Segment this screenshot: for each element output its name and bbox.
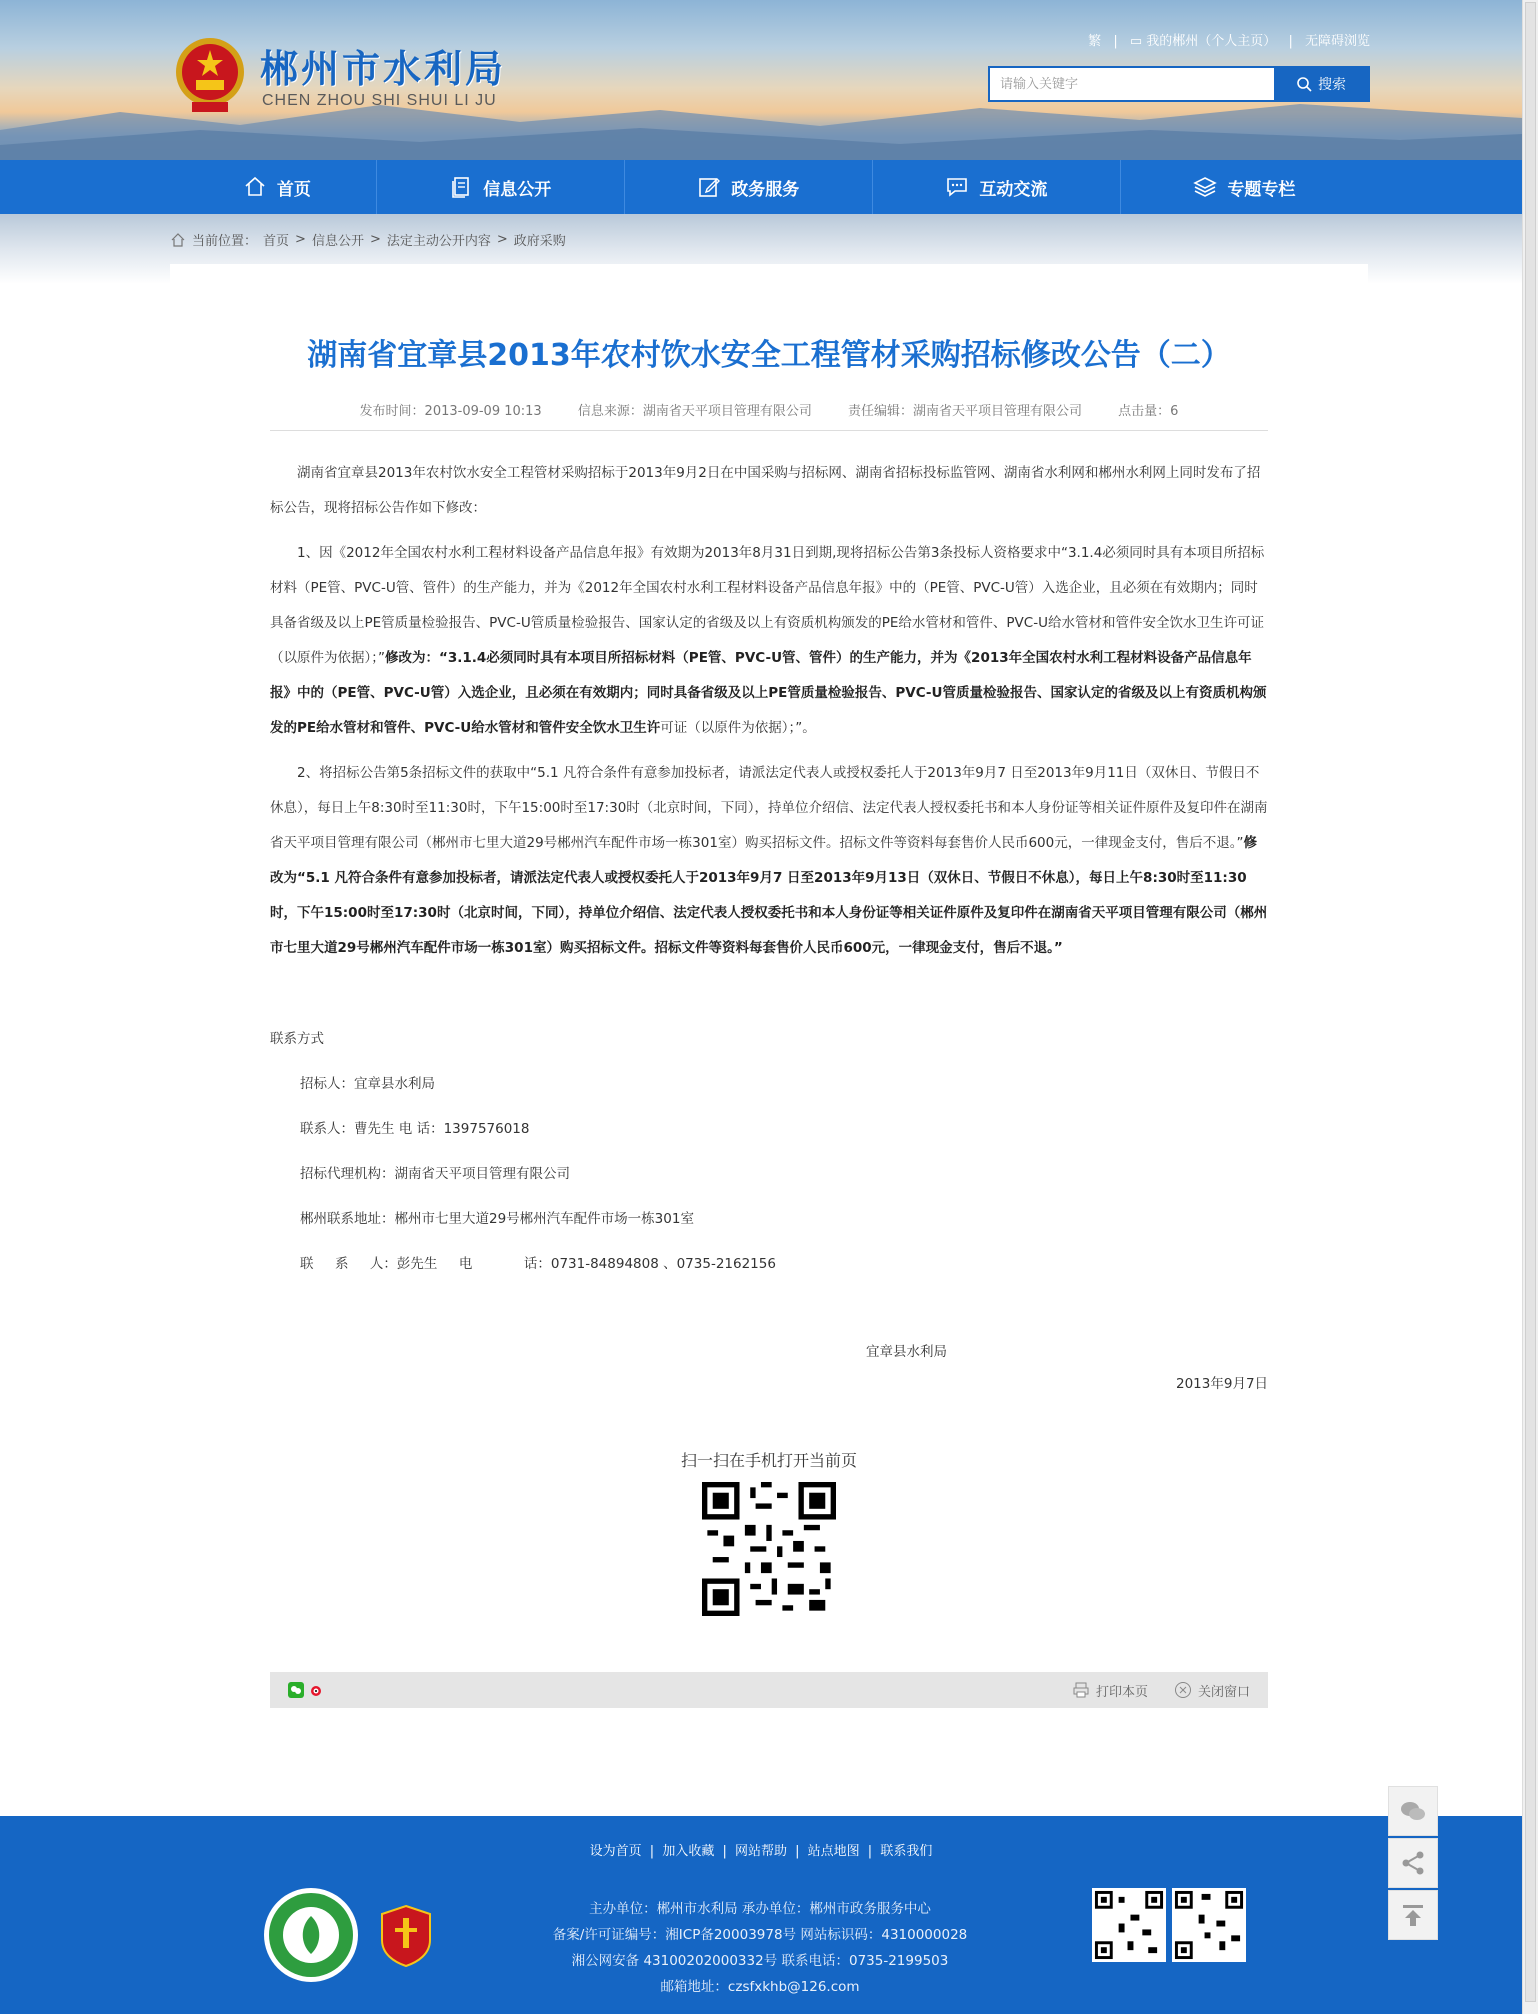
share-icon: [1400, 1850, 1426, 1876]
nav-item-gov-service[interactable]: [624, 160, 872, 214]
top-links: [1060, 30, 1370, 49]
publish-time: 发布时间：2013-09-09 10:13: [359, 404, 542, 419]
footer-link-favorite[interactable]: 加入收藏: [662, 1844, 715, 1859]
share-float-button[interactable]: [1388, 1838, 1438, 1888]
nav-label: 政务服务: [731, 179, 800, 200]
nav-item-special-topics[interactable]: [1120, 160, 1368, 214]
article-title: 湖南省宜章县2013年农村饮水安全工程管材采购招标修改公告（二）: [307, 338, 1231, 373]
back-to-top-button[interactable]: [1388, 1890, 1438, 1940]
contact-line: 招标代理机构：湖南省天平项目管理有限公司: [300, 1166, 570, 1182]
layers-icon: [1193, 175, 1217, 199]
wechat-qr-code: [1092, 1888, 1166, 1962]
print-button[interactable]: [1072, 1681, 1148, 1700]
breadcrumb-item-info[interactable]: 信息公开: [311, 234, 364, 249]
footer-links: 设为首页 | 加入收藏 | 网站帮助 | 站点地图 | 联系我们: [589, 1844, 933, 1859]
responsible-editor: 责任编辑：湖南省天平项目管理有限公司: [848, 404, 1083, 419]
footer-link-sitemap[interactable]: 站点地图: [807, 1844, 860, 1859]
national-emblem-logo: [174, 34, 246, 114]
arrow-up-icon: [1400, 1902, 1426, 1928]
article-body: [270, 456, 1268, 976]
nav-label: 信息公开: [483, 179, 552, 200]
home-icon: [170, 232, 186, 248]
chat-icon: [945, 175, 969, 199]
separator: |: [1113, 34, 1118, 49]
home-icon: [243, 175, 267, 199]
click-count: 点击量：6: [1118, 404, 1179, 419]
share-bar: [270, 1672, 1268, 1708]
contact-line: 招标人：宜章县水利局: [300, 1076, 435, 1092]
printer-icon: [1072, 1681, 1090, 1699]
floating-toolbar: [1388, 1786, 1438, 1942]
nav-label: 互动交流: [979, 179, 1048, 200]
paragraph-amendment-2: [270, 756, 1268, 966]
search-icon: [1296, 76, 1312, 92]
wechat-share-icon[interactable]: [288, 1682, 304, 1698]
breadcrumb: [170, 230, 566, 249]
amendment-2-revised: 修改为“5.1 凡符合条件有意参加投标者，请派法定代表人或授权委托人于2013年9月7 日至2013年9月13日（双休日、节假日不休息），每日上午8:30时至11:30时，下午15:00时至17:30时（北京时间，下同），持单位介绍信、法定代表人授权委托书和本人身份证等相关证件原件及复印件在湖南省天平项目管理有限公司（郴州市七里大道29号郴州汽车配件市场一栋301室）购买招标文件。招标文件等资料每套售价人民币600元，一律现金支付，售后不退。”: [270, 835, 1268, 956]
breadcrumb-separator: >: [369, 232, 381, 247]
app-qr-code: [1172, 1888, 1246, 1962]
article-meta: [270, 400, 1268, 419]
contact-line: 郴州联系地址：郴州市七里大道29号郴州汽车配件市场一栋301室: [300, 1211, 694, 1227]
vertical-scrollbar[interactable]: [1522, 0, 1538, 2014]
breadcrumb-item-procurement[interactable]: 政府采购: [513, 234, 566, 249]
nav-label: 首页: [276, 179, 311, 200]
close-window-button[interactable]: [1174, 1681, 1250, 1700]
header-banner: [0, 0, 1522, 160]
search-button-label: 搜索: [1318, 77, 1346, 93]
traditional-chinese-link[interactable]: 繁: [1088, 34, 1102, 49]
breadcrumb-separator: >: [295, 232, 306, 247]
contact-title: 联系方式: [270, 1031, 324, 1047]
close-label: 关闭窗口: [1197, 1684, 1250, 1700]
contact-section: [270, 1024, 1268, 1294]
nav-item-home[interactable]: [178, 160, 376, 214]
paragraph-amendment-1: [270, 536, 1268, 746]
weibo-share-icon[interactable]: [308, 1682, 324, 1698]
site-subtitle: CHEN ZHOU SHI SHUI LI JU: [262, 92, 497, 109]
paragraph-intro: 湖南省宜章县2013年农村饮水安全工程管材采购招标于2013年9月2日在中国采购与招标网、湖南省招标投标监管网、湖南省水利网和郴州水利网上同时发布了招标公告，现将招标公告作如下修改：: [270, 465, 1261, 516]
wechat-float-button[interactable]: [1388, 1786, 1438, 1836]
search-box: [988, 66, 1370, 102]
amendment-1-revised: 修改为：“3.1.4必须同时具有本项目所招标材料（PE管、PVC-U管、管件）的生产能力，并为《2013年全国农村水利工程材料设备产品信息年报》中的（PE管、PVC-U管）入选企业，且必须在有效期内；同时具备省级及以上PE管质量检验报告、PVC-U管质量检验报告、国家认定的省级及以上有资质机构颁发的PE给水管材和管件、PVC-U给水管材和管件安全饮水卫生许: [270, 650, 1267, 736]
search-button[interactable]: [1274, 68, 1368, 100]
monitor-icon: ▭: [1129, 34, 1143, 49]
nav-label: 专题专栏: [1227, 179, 1296, 200]
scrollbar-thumb[interactable]: [1525, 2, 1536, 2002]
close-icon: [1174, 1681, 1192, 1699]
wechat-icon: [1399, 1799, 1427, 1823]
nav-item-interaction[interactable]: [872, 160, 1120, 214]
breadcrumb-prefix: 当前位置：: [192, 234, 258, 249]
accessibility-link[interactable]: 无障碍浏览: [1304, 34, 1370, 49]
amendment-1-original: 1、因《2012年全国农村水利工程材料设备产品信息年报》有效期为2013年8月31日到期,现将招标公告第3条投标人资格要求中“3.1.4必须同时具有本项目所招标材料（PE管、PVC-U管、管件）的生产能力，并为《2012年全国农村水利工程材料设备产品信息年报》中的（PE管、PVC-U管）入选企业，且必须在有效期内；同时具备省级及以上PE管质量检验报告、PVC-U管质量检验报告、国家认定的省级及以上有资质机构颁发的PE给水管材和管件、PVC-U给水管材和管件安全饮水卫生许可证（以原件为依据）；”: [270, 545, 1265, 666]
separator: |: [1288, 34, 1293, 49]
print-label: 打印本页: [1095, 1684, 1148, 1700]
edit-icon: [697, 175, 721, 199]
page-qr-code: [702, 1482, 836, 1616]
qr-caption: 扫一扫在手机打开当前页: [680, 1451, 857, 1470]
footer: [0, 1816, 1522, 2014]
search-input[interactable]: [990, 68, 1274, 100]
breadcrumb-item-statutory[interactable]: 法定主动公开内容: [386, 234, 491, 249]
footer-link-help[interactable]: 网站帮助: [734, 1844, 787, 1859]
my-chenzhou-link[interactable]: 我的郴州（个人主页）: [1146, 34, 1277, 49]
contact-line: 联 系 人：彭先生 电 话：0731-84894808 、0735-2162156: [300, 1256, 776, 1272]
info-source: 信息来源：湖南省天平项目管理有限公司: [577, 404, 812, 419]
footer-info: [460, 1896, 1060, 2000]
footer-icp[interactable]: 备案/许可证编号：湘ICP备20003978号 网站标识码：4310000028: [552, 1927, 968, 1943]
footer-link-homepage[interactable]: 设为首页: [589, 1844, 642, 1859]
site-title: 郴州市水利局: [260, 47, 507, 91]
footer-police-record[interactable]: 湘公网安备 43100202000332号 联系电话：0735-2199503: [571, 1953, 949, 1969]
footer-sponsor: 主办单位：郴州市水利局 承办单位：郴州市政务服务中心: [589, 1901, 931, 1917]
signature-organization: 宜章县水利局: [866, 1344, 947, 1360]
nav-item-info-disclosure[interactable]: [376, 160, 624, 214]
civilized-city-badge[interactable]: [262, 1886, 360, 1984]
footer-link-contact[interactable]: 联系我们: [880, 1844, 933, 1859]
amendment-2-original: 2、将招标公告第5条招标文件的获取中“5.1 凡符合条件有意参加投标者，请派法定代表人或授权委托人于2013年9月7 日至2013年9月11日（双休日、节假日不休息），每日上午8:30时至11:30时，下午15:00时至17:30时（北京时间，下同），持单位介绍信、法定代表人授权委托书和本人身份证等相关证件原件及复印件在湖南省天平项目管理有限公司（郴州市七里大道29号郴州汽车配件市场一栋301室）购买招标文件。招标文件等资料每套售价人民币600元，一律现金支付，售后不退。”: [270, 765, 1268, 851]
main-nav: [0, 160, 1522, 214]
amendment-1-tail: 可证（以原件为依据）；”。: [660, 720, 816, 736]
signature-date: 2013年9月7日: [1176, 1376, 1269, 1392]
breadcrumb-item-home[interactable]: 首页: [263, 234, 290, 249]
breadcrumb-separator: >: [496, 232, 508, 247]
divider: [270, 430, 1268, 431]
footer-email: 邮箱地址：czsfxkhb@126.com: [660, 1979, 860, 1995]
document-icon: [449, 175, 473, 199]
party-government-badge[interactable]: [380, 1904, 432, 1968]
contact-line: 联系人：曹先生 电 话：1397576018: [300, 1121, 530, 1137]
